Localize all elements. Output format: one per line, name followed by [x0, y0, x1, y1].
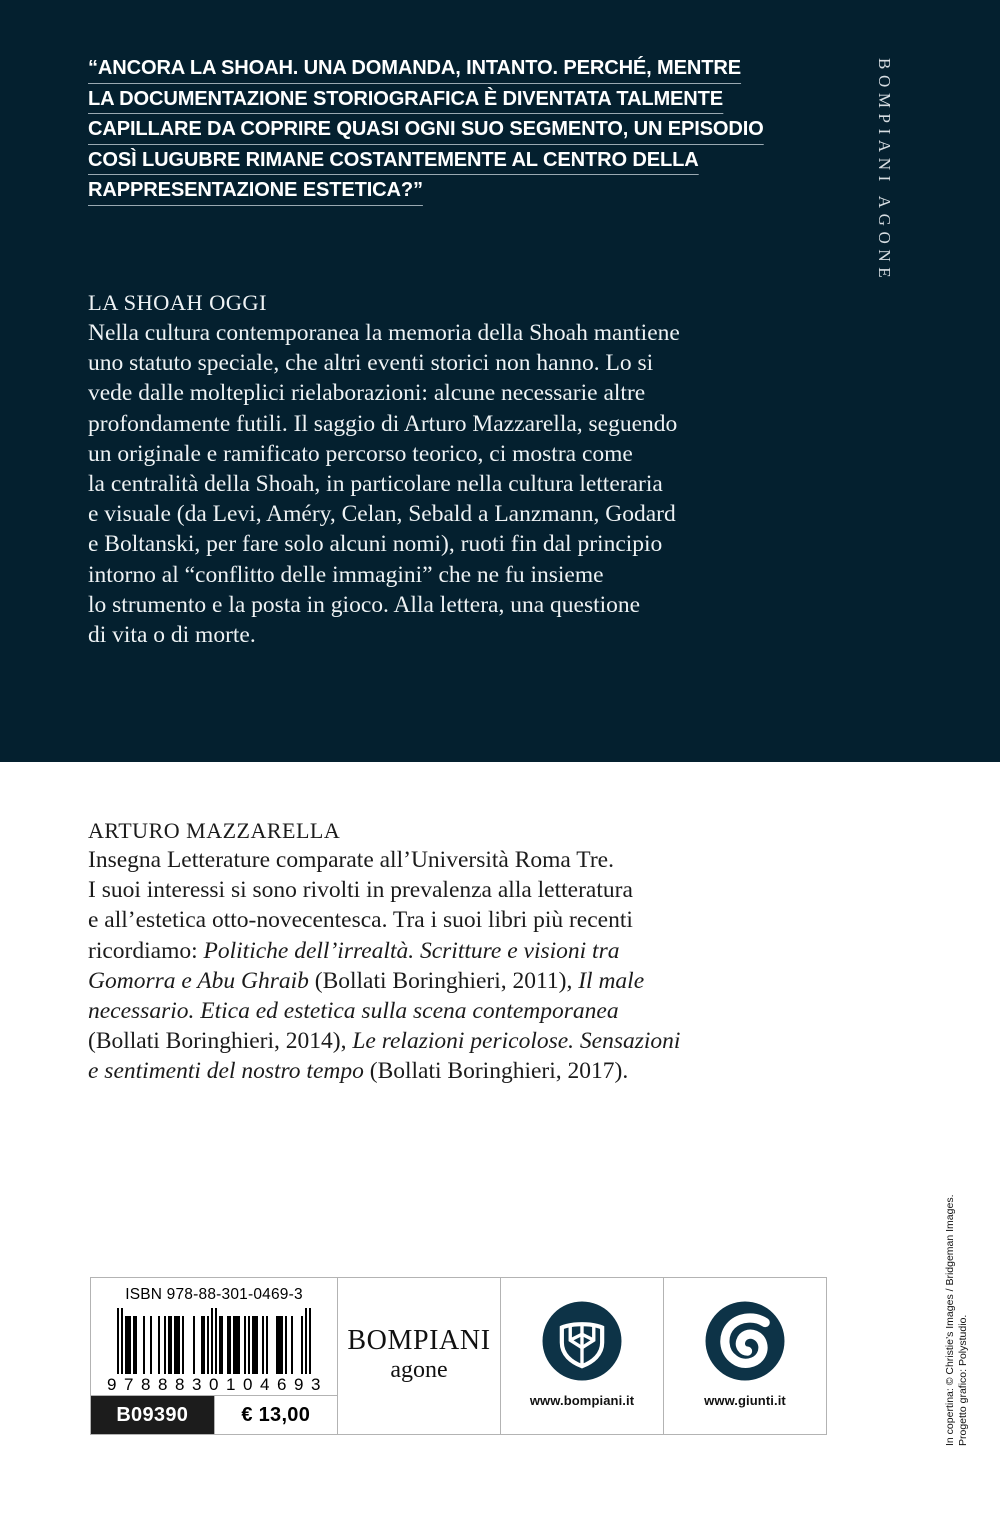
imprint-logo-sub: agone [390, 1357, 448, 1384]
author-bio-block [88, 816, 828, 1087]
credits-rotated-wrapper [944, 1160, 970, 1446]
ean-digit: 9 [107, 1375, 117, 1394]
blurb-block [88, 288, 828, 650]
blurb-line: un originale e ramificato percorso teorico, ci mostra come [88, 440, 633, 467]
blurb-line: vede dalle molteplici rielaborazioni: alcune necessarie altre [88, 380, 646, 407]
ean-digit: 8 [141, 1375, 151, 1394]
barcode-top [91, 1278, 337, 1395]
headline-line: COSÌ LUGUBRE RIMANE COSTANTEMENTE AL CENTRO DELLA [88, 148, 699, 176]
blurb-title: LA SHOAH OGGI [88, 290, 267, 315]
giunti-url[interactable]: www.giunti.it [704, 1392, 786, 1408]
headline-line: CAPILLARE DA COPRIRE QUASI OGNI SUO SEGMENTO, UN EPISODIO [88, 117, 764, 145]
bottom-info-strip [90, 1277, 830, 1435]
credit-line-cover: In copertina: © Christie’s Images / Bridgeman Images. [944, 1194, 956, 1446]
ean-digit: 3 [311, 1375, 321, 1394]
giunti-spiral-icon [703, 1299, 787, 1383]
author-name: ARTURO MAZZARELLA [88, 818, 341, 843]
credit-line-design: Progetto grafico: Polystudio. [957, 1314, 969, 1446]
barcode-cell [90, 1277, 338, 1435]
author-bio-line: I suoi interessi si sono rivolti in prevalenza alla letteratura [88, 877, 633, 904]
headline-line: “ANCORA LA SHOAH. UNA DOMANDA, INTANTO. PERCHÉ, MENTRE [88, 56, 741, 84]
imprint-logo-cell [337, 1277, 501, 1435]
author-bio-lines [88, 845, 828, 1087]
author-bio-line: e all’estetica otto-novecentesca. Tra i suoi libri più recenti [88, 907, 633, 934]
author-bio-line: Insegna Letterature comparate all’Università Roma Tre. [88, 847, 614, 873]
blurb-line: intorno al “conflitto delle immagini” che ne fu insieme [88, 561, 604, 588]
bompiani-url[interactable]: www.bompiani.it [529, 1392, 635, 1408]
imprint-vertical-text: BOMPIANI AGONE [875, 58, 894, 284]
ean-digit: 4 [260, 1375, 270, 1394]
author-bio-line: e sentimenti del nostro tempo (Bollati Boringhieri, 2017). [88, 1058, 629, 1085]
blurb-line: e Boltanski, per fare solo alcuni nomi), ruoti fin dal principio [88, 531, 663, 558]
headline-quote [88, 56, 818, 209]
ean-digit: 6 [277, 1375, 287, 1394]
headline-line: RAPPRESENTAZIONE ESTETICA?” [88, 178, 423, 206]
ean-digit: 8 [175, 1375, 185, 1394]
author-bio-line: ricordiamo: Politiche dell’irrealtà. Scritture e visioni tra [88, 937, 620, 964]
publisher-cell-bompiani[interactable] [500, 1277, 664, 1435]
ean-digit: 1 [226, 1375, 236, 1394]
ean-digits [107, 1375, 321, 1395]
author-bio-line: (Bollati Boringhieri, 2014), Le relazioni pericolose. Sensazioni [88, 1028, 681, 1055]
barcode-bars-icon [117, 1308, 311, 1374]
blurb-line: Nella cultura contemporanea la memoria della Shoah mantiene [88, 320, 680, 346]
author-bio-line: necessario. Etica ed estetica sulla scena contemporanea [88, 998, 619, 1025]
imprint-vertical-label [868, 58, 904, 358]
ean-digit: 9 [294, 1375, 304, 1394]
bompiani-shield-icon [540, 1299, 624, 1383]
price-badge: € 13,00 [214, 1396, 338, 1434]
blurb-line: uno statuto speciale, che altri eventi storici non hanno. Lo si [88, 350, 654, 377]
headline-line: LA DOCUMENTAZIONE STORIOGRAFICA È DIVENTATA TALMENTE [88, 87, 723, 115]
blurb-line: la centralità della Shoah, in particolare nella cultura letteraria [88, 471, 663, 498]
internal-code-badge: B09390 [91, 1396, 214, 1434]
publisher-cell-giunti[interactable] [663, 1277, 827, 1435]
ean-digit: 7 [124, 1375, 134, 1394]
credits-vertical-block [944, 1160, 984, 1460]
ean-digit: 0 [243, 1375, 253, 1394]
ean-digit: 3 [192, 1375, 202, 1394]
ean-digit: 8 [158, 1375, 168, 1394]
blurb-line: profondamente futili. Il saggio di Arturo Mazzarella, seguendo [88, 410, 678, 437]
ean-digit: 0 [209, 1375, 219, 1394]
blurb-line: di vita o di morte. [88, 622, 256, 649]
imprint-logo-word: BOMPIANI [347, 1325, 491, 1357]
author-bio-line: Gomorra e Abu Ghraib (Bollati Boringhieri, 2011), Il male [88, 967, 645, 994]
barcode-bottom-row [91, 1395, 337, 1434]
blurb-line: lo strumento e la posta in gioco. Alla lettera, una questione [88, 591, 641, 618]
blurb-line: e visuale (da Levi, Améry, Celan, Sebald a Lanzmann, Godard [88, 501, 676, 528]
isbn-label: ISBN 978-88-301-0469-3 [125, 1286, 303, 1303]
